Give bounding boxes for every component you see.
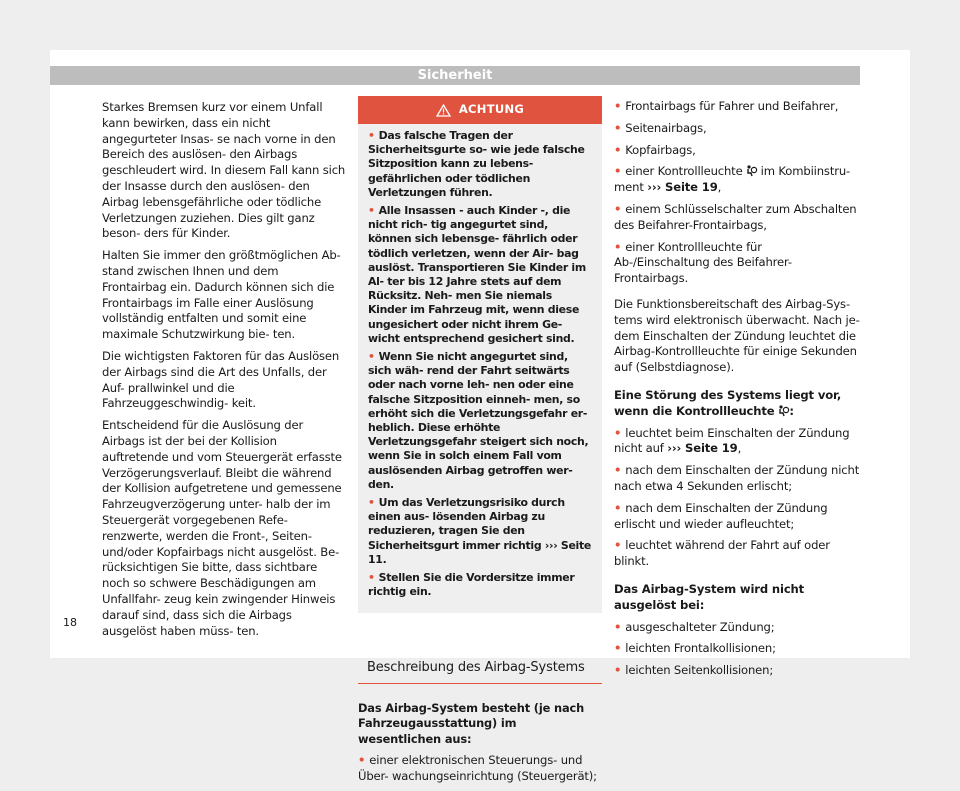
fault-heading: Eine Störung des Systems liegt vor, wenn die Kontrollleuchte : — [614, 387, 842, 418]
page-link[interactable]: ››› Seite 19 — [667, 441, 738, 456]
warning-triangle-icon — [436, 104, 451, 117]
paragraph: Halten Sie immer den größtmöglichen Ab- stand zwischen Ihnen und dem Frontairbag ein. Dadurch können sich die Frontairbags im Falle einer Auslösung vollständig entfalten und somit eine maximale Schutzwirkung bie- ten. — [102, 248, 341, 342]
list-item: • einer Kontrollleuchte im Kombiinstru- ment ››› Seite 19, — [614, 164, 851, 195]
page-link[interactable]: ››› Seite 11 — [368, 538, 591, 566]
warning-box — [358, 96, 602, 613]
warning-title: ACHTUNG — [458, 102, 525, 117]
list-item: • Frontairbags für Fahrer und Beifahrer, — [614, 99, 839, 113]
section-title: Beschreibung des Airbag-Systems — [358, 659, 602, 684]
section-intro: Das Airbag-System besteht (je nach Fahrzeugausstattung) im wesentlichen aus: — [358, 700, 585, 746]
list-item: • nach dem Einschalten der Zündung erlischt und wieder aufleuchtet; — [614, 500, 828, 531]
list-item: • leichten Seitenkollisionen; — [614, 663, 774, 678]
list-item: • leuchtet während der Fahrt auf oder blinkt. — [614, 538, 830, 569]
warning-item: • Wenn Sie nicht angegurtet sind, sich wäh- rend der Fahrt seitwärts oder nach vorne leh- nen oder eine falsche Sitzposition einneh- men, so erhöht sich die Verletzungsgefahr er- heblich. Diese erhöhte Verletzungsgefahr steigert sich noch, wenn Sie in solch einem Fall vom auslösenden Airbag getroffen wer- den. — [368, 350, 589, 491]
paragraph: Entscheidend für die Auslösung der Airbags ist der bei der Kollision auftretende und vom Steuergerät erfasste Verzögerungsverlauf. Bleibt die während der Kollision aufgetretene und gemessene Fahrzeugverzögerung unter- halb der im Steuergerät vorgegebenen Refe- renzwerte, werden die Front-, Seiten- und/oder Kopfairbags nicht ausgelöst. Be- rücksichtigen Sie bitte, dass sichtbare noch so schwere Beschädigungen am Unfallfahr- zeug kein zwingender Hinweis darauf sind, dass sich die Airbags ausgelöst haben müss- ten. — [102, 418, 342, 638]
list-item: • einem Schlüsselschalter zum Abschalten des Beifahrer-Frontairbags, — [614, 201, 857, 232]
warning-item: • Alle Insassen - auch Kinder -, die nicht rich- tig angegurtet sind, können sich lebensge- fährlich oder tödlich verletzen, wenn der Air- bag auslöst. Transportieren Sie Kinder im Al- ter bis 12 Jahre stets auf dem Rücksitz. Neh- men Sie niemals Kinder im Fahrzeug mit, wenn diese ungesichert oder nicht ihrem Ge- wicht entsprechend gesichert sind. — [368, 204, 586, 345]
middle-column — [358, 96, 602, 791]
list-item: • Kopfairbags, — [614, 142, 696, 157]
warning-item: • Stellen Sie die Vordersitze immer richtig ein. — [368, 571, 575, 599]
right-column — [614, 99, 860, 685]
left-column — [102, 100, 346, 645]
airbag-warning-lamp-icon — [778, 405, 789, 417]
list-item: • ausgeschalteter Zündung; — [614, 619, 775, 634]
page-number: 18 — [63, 616, 77, 629]
page-header: Sicherheit — [50, 66, 860, 85]
list-item: • Seitenairbags, — [614, 120, 707, 135]
paragraph: Starkes Bremsen kurz vor einem Unfall kann bewirken, dass ein nicht angegurteter Insas- se nach vorne in den Bereich des auslösen- den Airbags geschleudert wird. In diesem Fall kann sich der Insasse durch den auslösen- den Airbag lebensgefährliche oder tödliche Verletzungen zuziehen. Dies gilt ganz beson- ders für Kinder. — [102, 100, 346, 241]
airbag-warning-lamp-icon — [746, 165, 757, 177]
paragraph: Die Funktionsbereitschaft des Airbag-Sys- tems wird elektronisch überwacht. Nach je- dem Einschalten der Zündung leuchtet die Airbag-Kontrollleuchte für einige Sekunden auf (Selbstdiagnose). — [614, 296, 860, 375]
list-item: • einer Kontrollleuchte für Ab-/Einschaltung des Beifahrer-Frontairbags. — [614, 239, 792, 286]
page-link[interactable]: ››› Seite 19 — [647, 180, 718, 195]
no-trigger-heading: Das Airbag-System wird nicht ausgelöst bei: — [614, 581, 805, 612]
list-item: • leichten Frontalkollisionen; — [614, 641, 776, 656]
list-item: • leuchtet beim Einschalten der Zündung nicht auf ››› Seite 19, — [614, 425, 850, 456]
list-item: • nach dem Einschalten der Zündung nicht nach etwa 4 Sekunden erlischt; — [614, 463, 860, 493]
warning-item: • Das falsche Tragen der Sicherheitsgurte so- wie jede falsche Sitzposition kann zu lebens- gefährlichen oder tödlichen Verletzungen führen. — [368, 129, 585, 199]
list-item: • einer elektronischen Steuerungs- und Über- wachungseinrichtung (Steuergerät); — [358, 753, 597, 783]
paragraph: Die wichtigsten Faktoren für das Auslösen der Airbags sind die Art des Unfalls, der Auf- prallwinkel und die Fahrzeuggeschwindig- keit. — [102, 348, 340, 411]
warning-header — [358, 96, 602, 124]
warning-item: • Um das Verletzungsrisiko durch einen aus- lösenden Airbag zu reduzieren, tragen Sie den Sicherheitsgurt immer richtig ››› Seite 11. — [368, 496, 591, 566]
